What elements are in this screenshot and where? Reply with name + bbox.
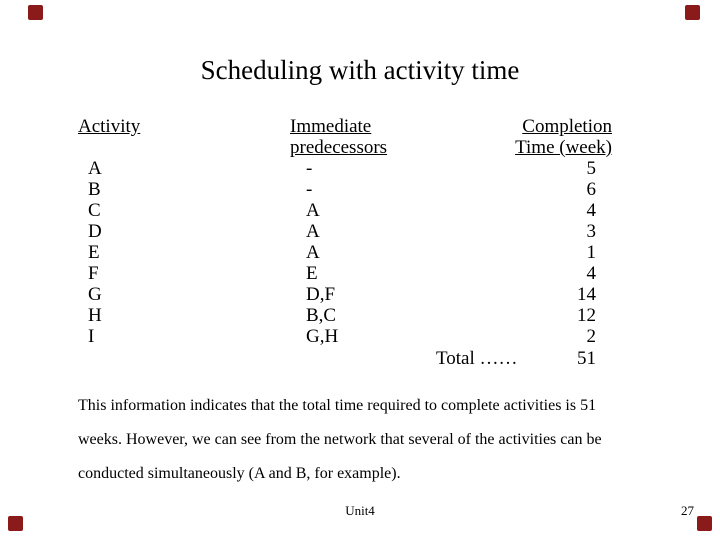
paragraph-line: conducted simultaneously (A and B, for example). [78,465,401,482]
empty-cell [290,348,436,369]
predecessor-cell: A [306,242,320,263]
completion-header-line1: Completion [522,116,612,137]
table-row [78,179,612,200]
time-cell: 4 [586,263,596,284]
table-row [78,221,612,242]
footer-page-number: 27 [681,503,694,518]
predecessor-cell: E [306,263,318,284]
table-row [78,284,612,305]
body-paragraph [78,389,602,491]
predecessor-cell: D,F [306,284,336,305]
predecessor-cell: A [306,221,320,242]
predecessors-header-line1: Immediate [290,116,372,137]
total-cell [436,348,612,369]
activity-cell: E [88,242,100,263]
table-total-row [78,348,612,369]
table-header-row [78,116,612,158]
paragraph-line: weeks. However, we can see from the network that several of the activities can be [78,431,602,448]
activity-cell: H [88,305,102,326]
total-label: Total …… [436,348,518,369]
table-row [78,200,612,221]
activity-cell: B [88,179,101,200]
activity-cell: D [88,221,102,242]
predecessors-header-line2: predecessors [290,137,388,158]
predecessor-cell: G,H [306,326,339,347]
corner-decoration-top-left [28,5,43,20]
slide-title: Scheduling with activity time [200,55,520,85]
table-row [78,158,612,179]
time-cell: 12 [577,305,596,326]
predecessors-column-header [290,116,436,158]
predecessor-cell: A [306,200,320,221]
predecessor-cell: - [306,158,313,179]
total-value: 51 [577,348,596,369]
activity-column-header: Activity [78,116,141,137]
activity-cell: C [88,200,101,221]
time-cell: 6 [586,179,596,200]
time-cell: 2 [586,326,596,347]
predecessor-cell: - [306,179,313,200]
activity-table [78,116,612,369]
table-row [78,263,612,284]
footer-unit-label: Unit4 [345,503,375,518]
completion-header-line2: Time (week) [515,137,612,158]
paragraph-line: This information indicates that the total time required to complete activities is 51 [78,397,597,414]
empty-cell [78,348,290,369]
activity-cell: F [88,263,99,284]
time-cell: 5 [586,158,596,179]
table-row [78,305,612,326]
activity-cell: G [88,284,102,305]
completion-column-header [436,116,612,158]
time-cell: 3 [586,221,596,242]
time-cell: 14 [577,284,596,305]
time-cell: 1 [586,242,596,263]
time-cell: 4 [586,200,596,221]
activity-cell: I [88,326,95,347]
table-row [78,326,612,347]
activity-cell: A [88,158,102,179]
predecessor-cell: B,C [306,305,337,326]
table-row [78,242,612,263]
corner-decoration-top-right [685,5,700,20]
